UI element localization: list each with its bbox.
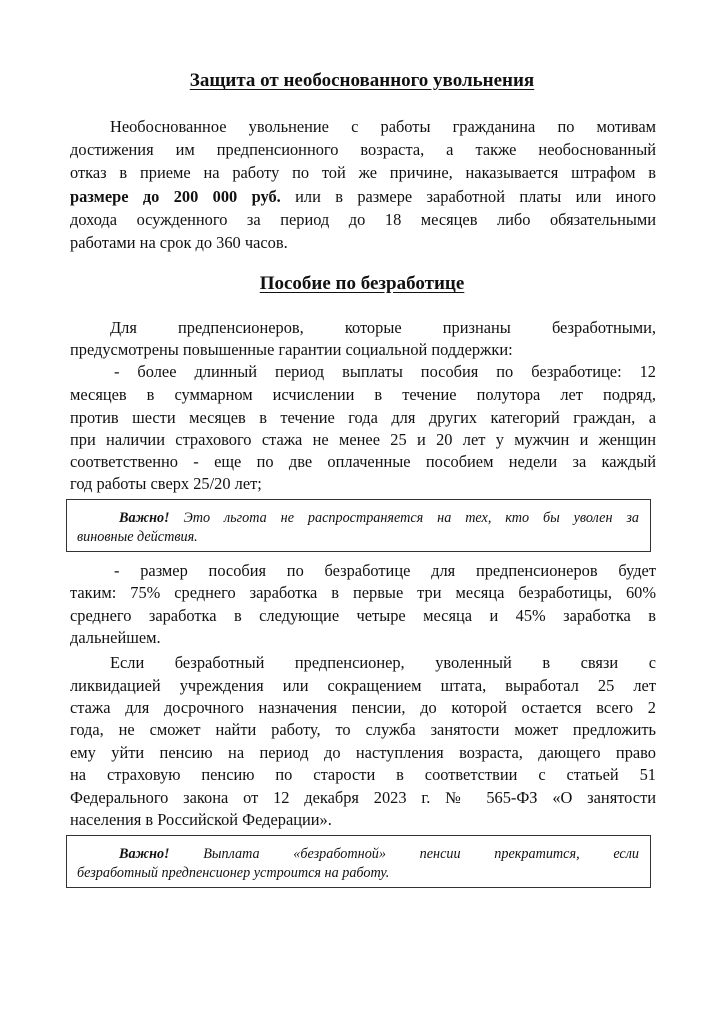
- paragraph-line: достижения им предпенсионного возраста, а также необоснованный: [70, 140, 656, 159]
- section-title-dismissal: Защита от необоснованного увольнения: [189, 70, 535, 91]
- paragraph-line: Необоснованное увольнение с работы гражданина по мотивам: [110, 117, 656, 136]
- fine-amount-bold: размере до 200 000 руб.: [70, 187, 281, 206]
- paragraph-line: предусмотрены повышенные гарантии социальной поддержки:: [70, 340, 513, 359]
- paragraph-line: населения в Российской Федерации».: [70, 810, 332, 829]
- paragraph-line: ему уйти пенсию на период до наступления возраста, дающего право: [70, 743, 656, 762]
- note-label: Важно!: [119, 846, 170, 862]
- paragraph-line: ликвидацией учреждения или сокращением штата, выработал 25 лет: [70, 676, 656, 695]
- paragraph-line: Федерального закона от 12 декабря 2023 г. № 565-ФЗ «О занятости: [70, 788, 656, 807]
- paragraph-line: дальнейшем.: [70, 628, 161, 647]
- note-text: Выплата «безработной» пенсии прекратится, если: [203, 846, 640, 862]
- paragraph-line: месяцев в суммарном исчислении в течение полутора лет подряд,: [70, 385, 656, 404]
- paragraph-line: таким: 75% среднего заработка в первые три месяца безработицы, 60%: [70, 583, 656, 602]
- paragraph-line: против шести месяцев в течение года для других категорий граждан, а: [70, 408, 656, 427]
- paragraph-line: - размер пособия по безработице для предпенсионеров будет: [114, 561, 656, 580]
- paragraph-line: среднего заработка в следующие четыре месяца и 45% заработка в: [70, 606, 656, 625]
- paragraph-line: Для предпенсионеров, которые признаны безработными,: [110, 318, 656, 337]
- note-line: виновные действия.: [77, 529, 198, 545]
- paragraph-line: дохода осужденного за период до 18 месяцев либо обязательными: [70, 210, 656, 229]
- paragraph-line: - более длинный период выплаты пособия по безработице: 12: [114, 362, 656, 381]
- paragraph-line: соответственно - еще по две оплаченные пособием недели за каждый: [70, 452, 656, 471]
- paragraph-line: работами на срок до 360 часов.: [70, 233, 288, 252]
- paragraph-line: года, не сможет найти работу, то служба занятости может предложить: [70, 720, 656, 739]
- paragraph-line: стажа для досрочного назначения пенсии, до которой остается всего 2: [70, 698, 656, 717]
- paragraph-line: Если безработный предпенсионер, уволенный в связи с: [110, 653, 656, 672]
- paragraph-line: на страховую пенсию по старости в соответствии с статьей 51: [70, 765, 656, 784]
- paragraph-line: при наличии страхового стажа не менее 25 и 20 лет у мужчин и женщин: [70, 430, 656, 449]
- note-line: безработный предпенсионер устроится на работу.: [77, 865, 390, 881]
- important-note-box: [66, 499, 651, 552]
- note-line: [119, 508, 639, 528]
- note-label: Важно!: [119, 510, 170, 526]
- important-note-box: [66, 835, 651, 888]
- note-text: Это льгота не распространяется на тех, кто бы уволен за: [183, 510, 640, 526]
- note-line: [119, 844, 639, 864]
- paragraph-line: отказ в приеме на работу по той же причине, наказывается штрафом в: [70, 163, 656, 182]
- paragraph-line-fine: [70, 186, 656, 208]
- paragraph-line: год работы сверх 25/20 лет;: [70, 474, 262, 493]
- section-title-unemployment: Пособие по безработице: [259, 273, 465, 294]
- paragraph-line-rest: или в размере заработной платы или иного: [295, 187, 657, 206]
